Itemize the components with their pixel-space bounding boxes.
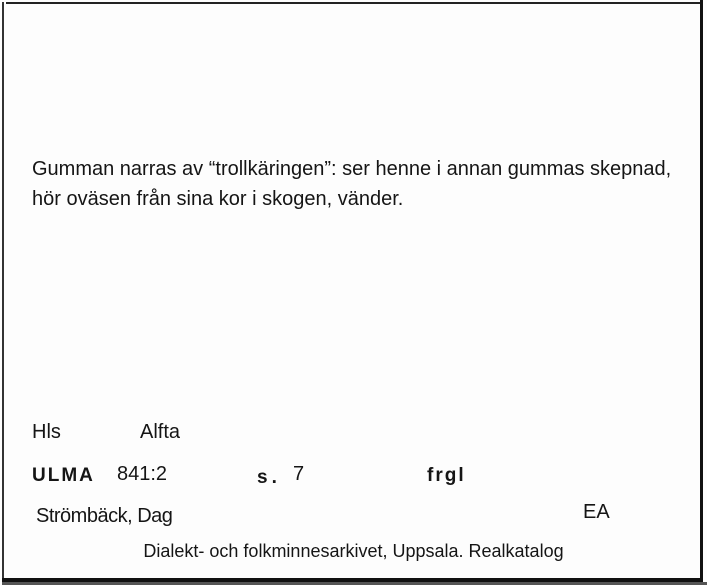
landskap-code: Hls [32,421,61,443]
archive-code: ULMA [32,465,95,486]
archive-number: 841:2 [117,463,168,485]
card-footer: Dialekt- och folkminnesarkivet, Uppsala. Realkatalog [143,541,564,561]
page-number: 7 [293,463,305,485]
collector-code: EA [583,501,610,523]
card-border-left [2,2,4,580]
card-border-top [6,2,700,4]
page-label: s. [257,467,281,488]
category-code: frgl [427,465,466,486]
card-border-right [700,0,703,585]
card-description: Gumman narras av “trollkäringen”: ser henne i annan gummas skepnad, hör oväsen från sina kor i skogen, vänder. [32,158,672,210]
collector-name: Strömbäck, Dag [36,505,173,527]
socken-name: Alfta [140,421,181,443]
